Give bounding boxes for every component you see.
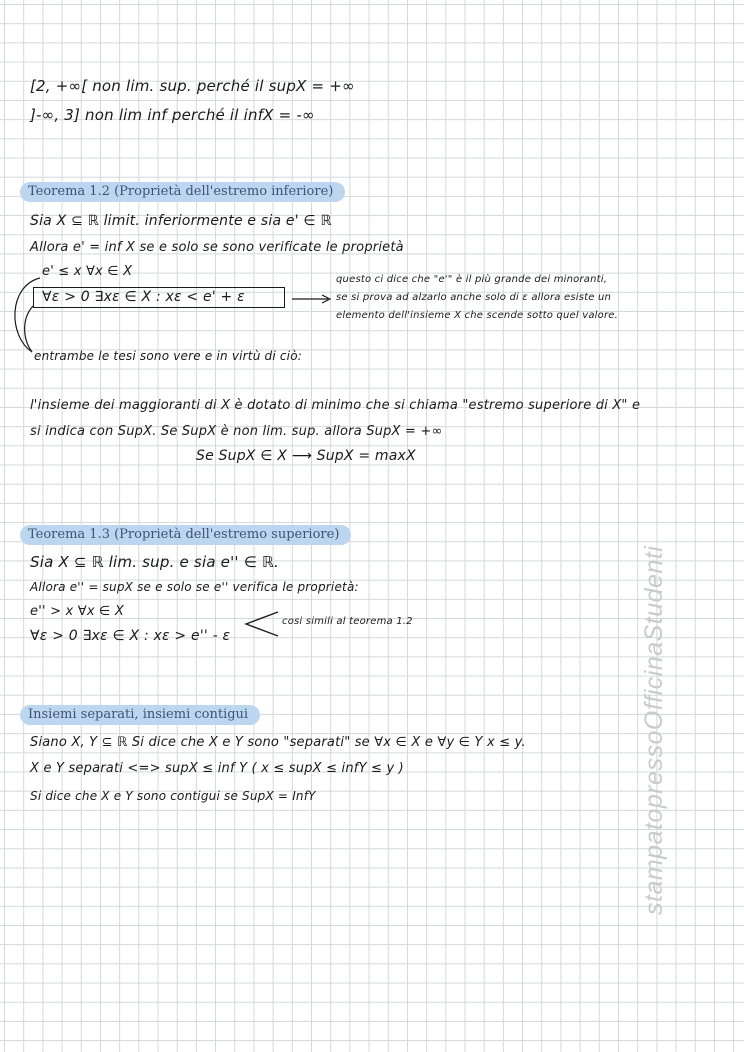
section1-line-2: Allora e' = inf X se e solo se sono verificate le proprietà: [30, 240, 404, 255]
section2-line-2: Allora e'' = supX se e solo se e'' verifica le proprietà:: [30, 580, 359, 594]
section1-note-line-1: questo ci dice che "e'" è il più grande dei minoranti,: [336, 274, 608, 285]
section3-line-1: Siano X, Y ⊆ ℝ Si dice che X e Y sono "separati" se ∀x ∈ X e ∀y ∈ Y x ≤ y.: [30, 735, 526, 750]
section1-conclusion: entrambe le tesi sono vere e in virtù di ciò:: [34, 349, 303, 363]
section1-text-line-3: Se SupX ∈ X ⟶ SupX = maxX: [196, 448, 416, 464]
section1-property-2: ∀ε > 0 ∃xε ∈ X : xε < e' + ε: [42, 289, 245, 305]
section1-note-line-2: se si prova ad alzarlo anche solo di ε allora esiste un: [336, 292, 612, 303]
connector-curve-2: [25, 306, 33, 352]
section-heading-teorema-1-2: Teorema 1.2 (Proprietà dell'estremo inferiore): [20, 182, 345, 202]
section2-property-1: e'' > x ∀x ∈ X: [30, 604, 125, 619]
section2-note: cosi simili al teorema 1.2: [282, 616, 413, 627]
watermark-text: stampatopressoOfficinaStudenti: [640, 545, 668, 915]
section-heading-insiemi: Insiemi separati, insiemi contigui: [20, 705, 260, 725]
section1-text-line-2: si indica con SupX. Se SupX è non lim. sup. allora SupX = +∞: [30, 424, 443, 439]
section1-text-line-1: l'insieme dei maggioranti di X è dotato di minimo che si chiama "estremo superiore di X" e: [30, 398, 641, 413]
section-heading-teorema-1-3: Teorema 1.3 (Proprietà dell'estremo superiore): [20, 525, 351, 545]
section1-line-1: Sia X ⊆ ℝ limit. inferiormente e sia e' ∈ ℝ: [30, 213, 332, 229]
top-line-2: ]-∞, 3] non lim inf perché il infX = -∞: [30, 106, 315, 124]
section1-property-1: e' ≤ x ∀x ∈ X: [42, 264, 133, 279]
top-line-1: [2, +∞[ non lim. sup. perché il supX = +∞: [30, 77, 355, 95]
section3-line-2: X e Y separati <=> supX ≤ inf Y ( x ≤ supX ≤ infY ≤ y ): [30, 761, 404, 776]
section2-line-1: Sia X ⊆ ℝ lim. sup. e sia e'' ∈ ℝ.: [30, 553, 280, 571]
section2-property-2: ∀ε > 0 ∃xε ∈ X : xε > e'' - ε: [30, 628, 231, 644]
section3-line-3: Si dice che X e Y sono contigui se SupX = InfY: [30, 789, 316, 803]
section1-note-line-3: elemento dell'insieme X che scende sotto quel valore.: [336, 310, 618, 321]
bracket-arrow: [246, 612, 278, 636]
